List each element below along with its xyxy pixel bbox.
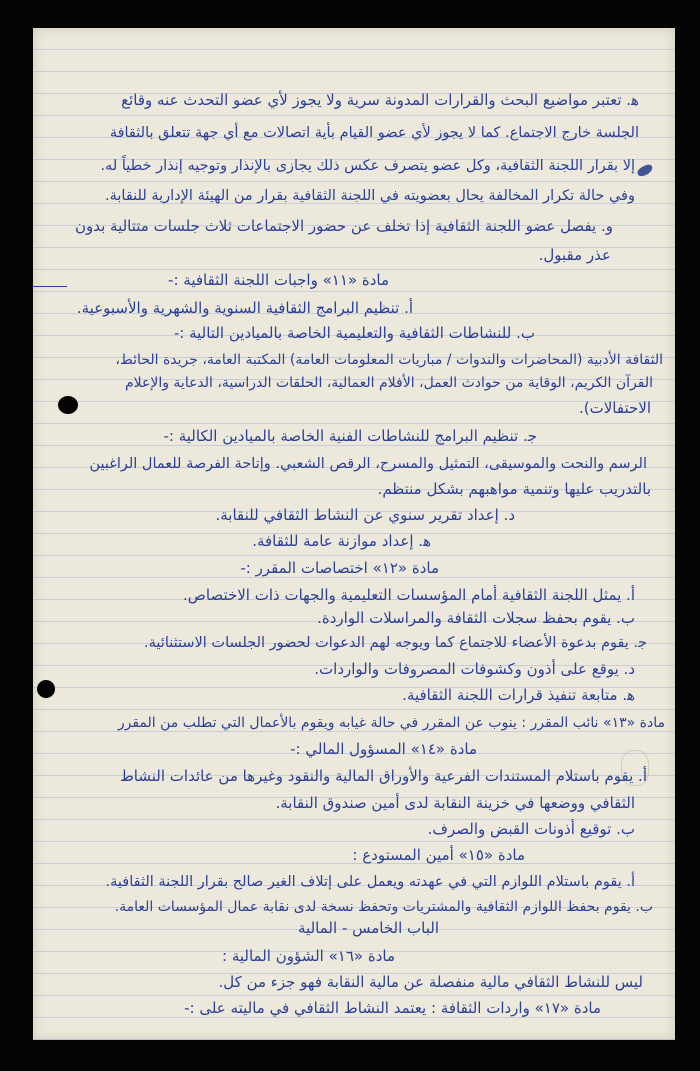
- text-line: ب. يقوم بحفظ سجلات الثقافة والمراسلات الواردة.: [317, 609, 635, 627]
- article-heading: مادة «١٥» أمين المستودع :: [352, 846, 525, 864]
- punch-hole-lower: [37, 680, 55, 698]
- text-line: الثقافة الأدبية (المحاضرات والندوات / مباريات المعلومات العامة) المكتبة العامة، جريدة الحائط،: [115, 352, 663, 368]
- text-line: ﻫ. تعتبر مواضيع البحث والقرارات المدونة سرية ولا يجوز لأي عضو التحدث عنه وقائع: [121, 91, 639, 109]
- text-line: و. يفصل عضو اللجنة الثقافية إذا تخلف عن حضور الاجتماعات ثلاث جلسات متتالية بدون: [74, 217, 613, 235]
- text-line: ﺟ. تنظيم البرامج للنشاطات الفنية الخاصة بالميادين الكالية :-: [163, 427, 537, 445]
- article-heading: مادة «١٧» واردات الثقافة : يعتمد النشاط الثقافي في ماليته على :-: [184, 999, 601, 1017]
- ink-blot: [636, 163, 654, 178]
- article-heading: مادة «١١» واجبات اللجنة الثقافية :-: [168, 271, 389, 289]
- text-line: ليس للنشاط الثقافي مالية منفصلة عن مالية النقابة فهو جزء من كل.: [218, 973, 643, 991]
- article-heading: مادة «١٢» اختصاصات المقرر :-: [240, 559, 439, 577]
- article-heading: مادة «١٦» الشؤون المالية :: [222, 947, 395, 965]
- text-line: أ. يمثل اللجنة الثقافية أمام المؤسسات التعليمية والجهات ذات الاختصاص.: [182, 586, 635, 604]
- document-page: [33, 28, 675, 1040]
- text-line: الرسم والنحت والموسيقى، التمثيل والمسرح، الرقص الشعبي. وإتاحة الفرصة للعمال الراغبين: [89, 456, 647, 472]
- underline: [33, 286, 67, 287]
- article-heading: مادة «١٤» المسؤول المالي :-: [290, 740, 477, 758]
- text-line: الاحتفالات).: [579, 399, 651, 417]
- text-line: أ. تنظيم البرامج الثقافية السنوية والشهرية والأسبوعية.: [76, 299, 413, 317]
- text-line: د. إعداد تقرير سنوي عن النشاط الثقافي للنقابة.: [215, 506, 515, 524]
- text-line: القرآن الكريم، الوقاية من حوادث العمل، الأفلام العمالية، الحلقات الدراسية، الدعاية والإعلام: [124, 375, 653, 391]
- text-line: ﻫ. متابعة تنفيذ قرارات اللجنة الثقافية.: [402, 686, 635, 704]
- text-line: ﺟ. يقوم بدعوة الأعضاء للاجتماع كما ويوجه لهم الدعوات لحضور الجلسات الاستثنائية.: [144, 635, 647, 651]
- chapter-heading: الباب الخامس - المالية: [298, 919, 439, 937]
- text-line: أ. يقوم باستلام اللوازم التي في عهدته ويعمل على إتلاف الغير صالح بقرار اللجنة الثقافية.: [105, 874, 635, 890]
- text-line: د. يوقع على أذون وكشوفات المصروفات والواردات.: [314, 660, 635, 678]
- text-line: ﻫ. إعداد موازنة عامة للثقافة.: [252, 532, 431, 550]
- text-line: عذر مقبول.: [538, 246, 611, 264]
- text-line: بالتدريب عليها وتنمية مواهبهم بشكل منتظم.: [377, 480, 651, 498]
- text-line: ب. توقيع أذونات القبض والصرف.: [427, 820, 635, 838]
- text-line: وفي حالة تكرار المخالفة يحال بعضويته في اللجنة الثقافية بقرار من الهيئة الإدارية للنقابة.: [104, 188, 635, 204]
- article-heading: مادة «١٣» نائب المقرر : ينوب عن المقرر في حالة غيابه ويقوم بالأعمال التي تطلب من المقرر: [117, 715, 665, 731]
- text-line: الجلسة خارج الاجتماع. كما لا يجوز لأي عضو القيام بأية اتصالات مع أي جهة تتعلق بالثقافة: [109, 125, 639, 141]
- punch-hole-upper: [58, 396, 78, 414]
- text-line: ب. يقوم بحفظ اللوازم الثقافية والمشتريات وتحفظ نسخة لدى نقابة عمال المؤسسات العامة.: [114, 899, 653, 915]
- text-line: أ. يقوم باستلام المستندات الفرعية والأوراق المالية والنقود وغيرها من عائدات النشاط: [119, 767, 647, 785]
- text-line: ب. للنشاطات الثقافية والتعليمية الخاصة بالميادين التالية :-: [173, 324, 535, 342]
- text-line: الثقافي ووضعها في خزينة النقابة لدى أمين صندوق النقابة.: [275, 794, 635, 812]
- text-line: إلا بقرار اللجنة الثقافية، وكل عضو يتصرف عكس ذلك يجازى بالإنذار وتوجيه إنذار خطياً له.: [100, 158, 635, 174]
